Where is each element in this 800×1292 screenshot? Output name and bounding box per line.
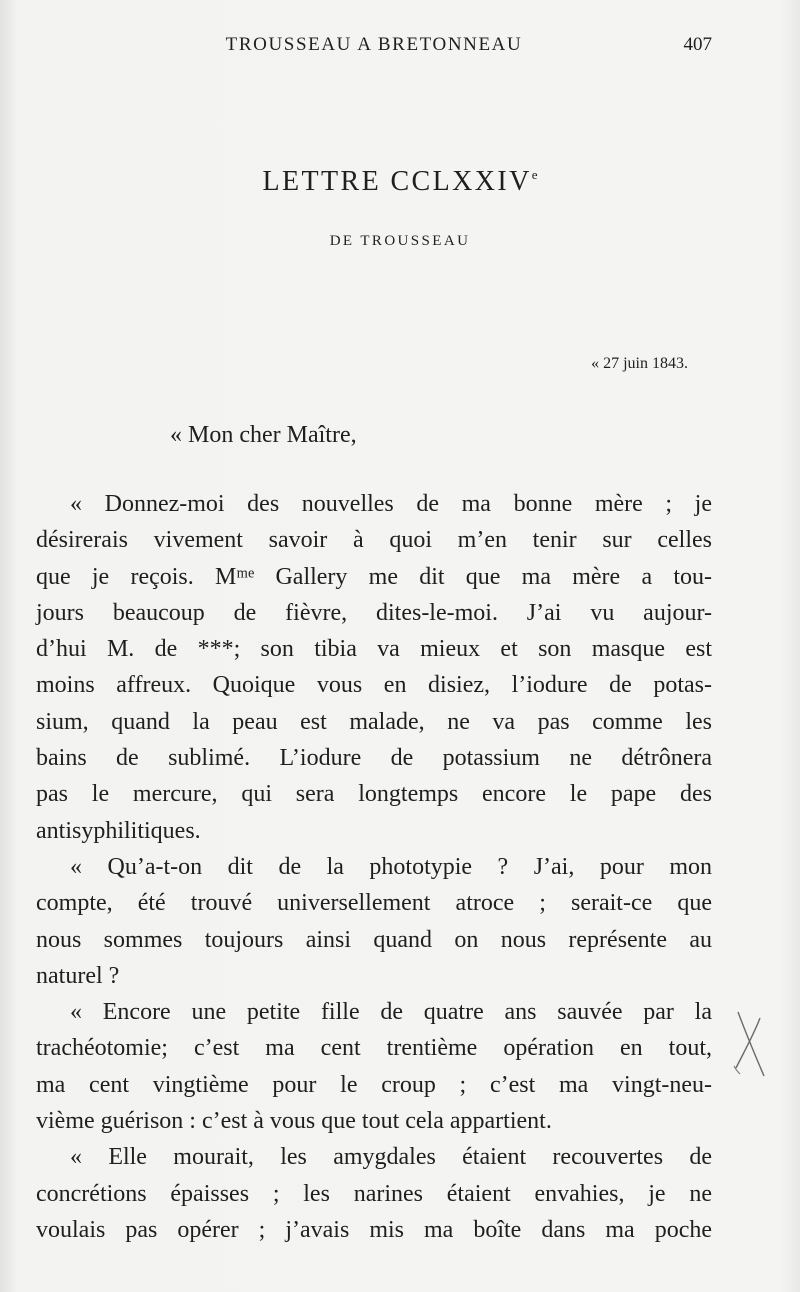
running-title: TROUSSEAU A BRETONNEAU: [225, 34, 523, 55]
text-line: d’hui M. de ***; son tibia va mieux et son masque est: [36, 636, 712, 663]
text-line: bains de sublimé. L’iodure de potassium ne détrônera: [36, 745, 712, 772]
text-line: « Donnez-moi des nouvelles de ma bonne mère ; je: [70, 491, 712, 517]
text-line: compte, été trouvé universellement atroce ; serait-ce que: [36, 890, 712, 917]
text-line: « Elle mourait, les amygdales étaient recouvertes de: [70, 1144, 712, 1171]
text-line: naturel ?: [36, 962, 120, 989]
text-line: que je reçois. Mᵐᵉ Gallery me dit que ma mère a tou-: [36, 563, 712, 590]
text-line: ma cent vingtième pour le croup ; c’est ma vingt-neu-: [36, 1071, 712, 1098]
text-line: moins affreux. Quoique vous en disiez, l’iodure de potas-: [36, 672, 712, 699]
text-line: sium, quand la peau est malade, ne va pas comme les: [36, 708, 712, 735]
text-line: vième guérison : c’est à vous que tout cela appartient.: [36, 1108, 552, 1135]
text-line: « Qu’a-t-on dit de la phototypie ? J’ai, pour mon: [70, 853, 712, 880]
pencil-annotation-mark: [730, 1008, 770, 1080]
salutation: « Mon cher Maître,: [170, 422, 357, 448]
letter-title-suffix: e: [531, 167, 538, 182]
letter-title-main: LETTRE CCLXXIV: [262, 166, 532, 197]
text-line: désirerais vivement savoir à quoi m’en tenir sur celles: [36, 527, 712, 554]
text-line: pas le mercure, qui sera longtemps encore le pape des: [36, 781, 712, 808]
text-line: antisyphilitiques.: [36, 817, 201, 844]
letter-author: DE TROUSSEAU: [329, 233, 471, 249]
text-line: nous sommes toujours ainsi quand on nous représente au: [36, 926, 712, 953]
running-head: [36, 34, 712, 64]
text-line: « Encore une petite fille de quatre ans sauvée par la: [70, 999, 712, 1026]
letter-date: « 27 juin 1843.: [591, 355, 688, 372]
paragraph: [36, 486, 712, 849]
letter-body: [36, 486, 712, 1248]
text-line: jours beaucoup de fièvre, dites-le-moi. J’ai vu aujour-: [36, 599, 712, 626]
letter-title: [0, 166, 800, 198]
paragraph: [36, 849, 712, 994]
page-number: 407: [683, 34, 712, 55]
text-line: concrétions épaisses ; les narines étaient envahies, je ne: [36, 1180, 712, 1207]
text-line: trachéotomie; c’est ma cent trentième opération en tout,: [36, 1035, 712, 1062]
paragraph: [36, 994, 712, 1139]
text-line: voulais pas opérer ; j’avais mis ma boîte dans ma poche: [36, 1216, 712, 1243]
paragraph: [36, 1139, 712, 1248]
